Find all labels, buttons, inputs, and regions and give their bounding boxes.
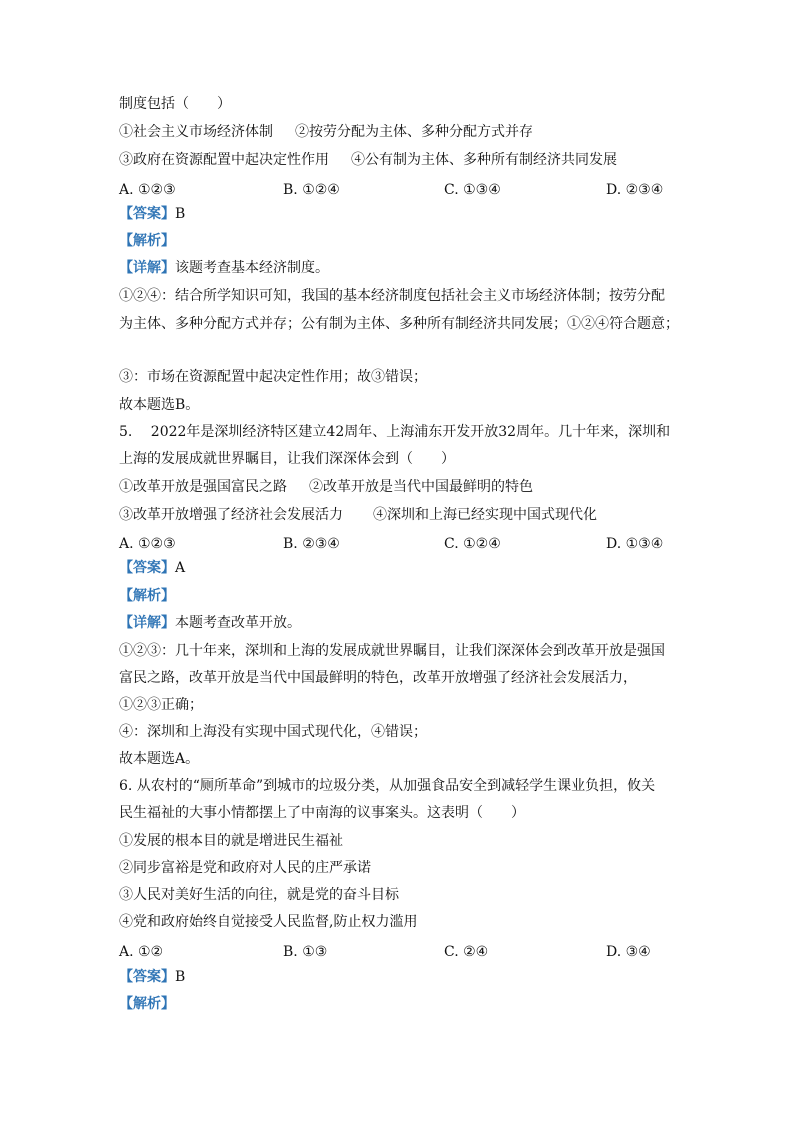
q4-explanation-3: ③：市场在资源配置中起决定性作用；故③错误； (119, 369, 427, 385)
answer-value: B (175, 206, 186, 222)
answer-label: 【答案】 (119, 560, 175, 576)
q6-analysis (119, 995, 694, 1013)
q6-option-d: D. ③④ (606, 944, 651, 960)
q4-detail (119, 259, 694, 277)
answer-value: A (175, 560, 186, 576)
q4-s3: ③政府在资源配置中起决定性作用 (119, 152, 329, 168)
answer-label: 【答案】 (119, 969, 175, 985)
q6-statement-2: ②同步富裕是党和政府对人民的庄严承诺 (119, 860, 371, 876)
q4-s2: ②按劳分配为主体、多种分配方式并存 (295, 124, 533, 140)
q5-s2: ②改革开放是当代中国最鲜明的特色 (309, 479, 533, 495)
q6-option-a: A. ①② (119, 944, 164, 960)
q6-option-c: C. ②④ (444, 944, 489, 960)
detail-text: 本题考查改革开放。 (175, 615, 301, 631)
q5-detail (119, 614, 694, 632)
q5-option-c: C. ①②④ (444, 536, 501, 552)
q5-explanation-1: ①②③：几十年来，深圳和上海的发展成就世界瞩目，让我们深深体会到改革开放是强国 (119, 643, 665, 659)
analysis-label: 【解析】 (119, 996, 175, 1012)
q4-s1: ①社会主义市场经济体制 (119, 124, 273, 140)
analysis-label: 【解析】 (119, 588, 175, 604)
detail-label: 【详解】 (119, 260, 175, 276)
q4-statement-3 (119, 151, 694, 169)
q5-stem-2: 上海的发展成就世界瞩目，让我们深深体会到（ ） (119, 451, 455, 467)
q6-statement-3: ③人民对美好生活的向往，就是党的奋斗目标 (119, 887, 399, 903)
q4-explanation-1: ①②④：结合所学知识可知，我国的基本经济制度包括社会主义市场经济体制；按劳分配 (119, 288, 665, 304)
q6-answer (119, 968, 694, 986)
q5-stem-1: 5. 2022年是深圳经济特区建立42周年、上海浦东开发开放32周年。几十年来，深圳和 (119, 424, 671, 440)
analysis-label: 【解析】 (119, 233, 175, 249)
q6-statement-1: ①发展的根本目的就是增进民生福祉 (119, 833, 343, 849)
answer-value: B (175, 969, 186, 985)
q5-s4: ④深圳和上海已经实现中国式现代化 (373, 507, 597, 523)
q5-answer (119, 559, 694, 577)
detail-text: 该题考查基本经济制度。 (175, 260, 329, 276)
q5-statement-3 (119, 506, 694, 524)
q4-option-c: C. ①③④ (444, 182, 501, 198)
q4-explanation-2: 为主体、多种分配方式并存；公有制为主体、多种所有制经济共同发展；①②④符合题意； (119, 316, 679, 332)
q5-option-d: D. ①③④ (606, 536, 664, 552)
q4-option-d: D. ②③④ (606, 182, 664, 198)
q4-s4: ④公有制为主体、多种所有制经济共同发展 (351, 152, 617, 168)
q4-stem: 制度包括（ ） (119, 96, 231, 112)
q6-statement-4: ④党和政府始终自觉接受人民监督,防止权力滥用 (119, 914, 418, 930)
q5-explanation-2: 富民之路，改革开放是当代中国最鲜明的特色，改革开放增强了经济社会发展活力， (119, 670, 637, 686)
q5-option-a: A. ①②③ (119, 536, 176, 552)
q4-statement-1 (119, 123, 694, 141)
q5-s1: ①改革开放是强国富民之路 (119, 479, 287, 495)
q4-option-b: B. ①②④ (283, 182, 340, 198)
answer-label: 【答案】 (119, 206, 175, 222)
q5-conclusion: 故本题选A。 (119, 751, 200, 767)
q4-analysis (119, 232, 694, 250)
q4-conclusion: 故本题选B。 (119, 397, 200, 413)
q5-explanation-3: ①②③正确； (119, 697, 203, 713)
q6-stem-1: 6. 从农村的“厕所革命”到城市的垃圾分类，从加强食品安全到减轻学生课业负担，攸关 (119, 778, 656, 794)
q5-statement-1 (119, 478, 694, 496)
q4-answer (119, 205, 694, 223)
detail-label: 【详解】 (119, 615, 175, 631)
q5-analysis (119, 587, 694, 605)
q5-s3: ③改革开放增强了经济社会发展活力 (119, 507, 343, 523)
q4-option-a: A. ①②③ (119, 182, 176, 198)
q5-explanation-4: ④：深圳和上海没有实现中国式现代化，④错误； (119, 724, 427, 740)
q6-option-b: B. ①③ (283, 944, 328, 960)
q6-stem-2: 民生福祉的大事小情都摆上了中南海的议事案头。这表明（ ） (119, 805, 525, 821)
q5-option-b: B. ②③④ (283, 536, 340, 552)
